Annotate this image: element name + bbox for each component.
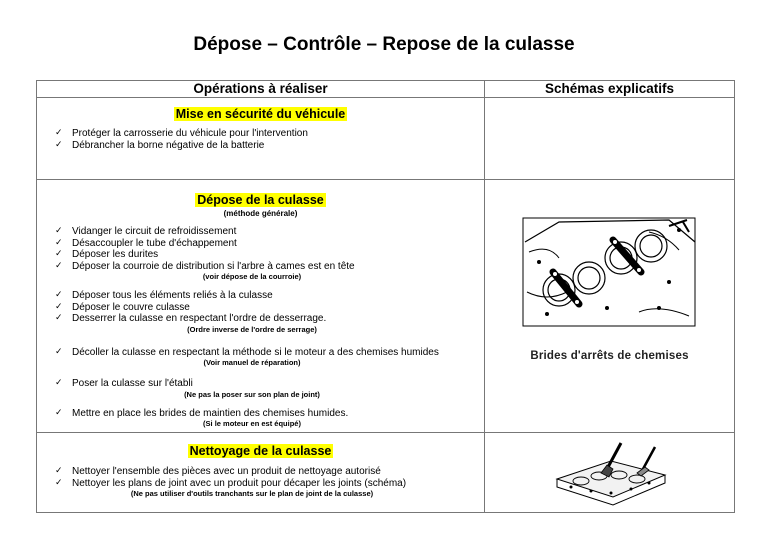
cylinder-head-cleaning-icon bbox=[551, 439, 671, 507]
list-item: ✓ Désaccoupler le tube d'échappement bbox=[55, 237, 237, 249]
check-icon: ✓ bbox=[55, 346, 63, 357]
check-icon: ✓ bbox=[55, 237, 63, 248]
page-title: Dépose – Contrôle – Repose de la culasse bbox=[193, 34, 575, 55]
check-icon: ✓ bbox=[55, 378, 63, 388]
col-header-diagrams: Schémas explicatifs bbox=[485, 81, 735, 98]
list-item: ✓ Déposer la courroie de distribution si l'arbre à cames est en tête bbox=[55, 260, 355, 272]
section-mise-en-securite bbox=[37, 98, 735, 180]
engine-block-liner-clamps-icon bbox=[519, 212, 699, 332]
check-icon: ✓ bbox=[55, 260, 63, 271]
section-heading-depose: Dépose de la culasse bbox=[197, 193, 324, 207]
list-item: ✓ Desserrer la culasse en respectant l'ordre de desserrage. bbox=[55, 313, 327, 324]
section-depose-cell bbox=[37, 180, 485, 433]
check-icon: ✓ bbox=[55, 249, 63, 259]
check-icon: ✓ bbox=[55, 139, 63, 150]
check-icon: ✓ bbox=[55, 226, 63, 236]
note-text: (Voir manuel de réparation) bbox=[203, 358, 301, 367]
check-icon: ✓ bbox=[55, 128, 63, 138]
check-icon: ✓ bbox=[55, 477, 63, 488]
check-icon: ✓ bbox=[55, 290, 63, 300]
table-header-row bbox=[37, 81, 735, 98]
list-item: ✓ Déposer le couvre culasse bbox=[55, 301, 190, 313]
note-text: (Ordre inverse de l'ordre de serrage) bbox=[187, 324, 317, 334]
section-mise-cell bbox=[37, 98, 485, 180]
section-nettoyage bbox=[37, 433, 735, 513]
list-item: ✓ Nettoyer les plans de joint avec un produit pour décaper les joints (schéma) bbox=[55, 477, 407, 489]
list-item: ✓ Vidanger le circuit de refroidissement bbox=[55, 226, 237, 237]
section-nettoyage-cell bbox=[37, 433, 485, 513]
list-item: ✓ Poser la culasse sur l'établi bbox=[55, 378, 193, 389]
section-depose bbox=[37, 180, 735, 433]
list-item: ✓ Nettoyer l'ensemble des pièces avec un produit de nettoyage autorisé bbox=[55, 466, 381, 477]
list-item: ✓ Décoller la culasse en respectant la méthode si le moteur a des chemises humides bbox=[55, 346, 439, 358]
section-mise-diagram-cell bbox=[485, 98, 735, 180]
check-icon: ✓ bbox=[55, 301, 63, 312]
section-depose-diagram-cell bbox=[485, 180, 735, 433]
check-icon: ✓ bbox=[55, 407, 63, 418]
list-item: ✓ Mettre en place les brides de maintien des chemises humides. bbox=[55, 407, 349, 419]
section-subheading: (méthode générale) bbox=[223, 209, 298, 218]
note-text: (Si le moteur en est équipé) bbox=[203, 419, 301, 428]
note-text: (Ne pas utiliser d'outils tranchants sur le plan de joint de la culasse) bbox=[130, 489, 374, 498]
list-item: ✓ Déposer tous les éléments reliés à la culasse bbox=[55, 290, 273, 301]
list-item: ✓ Débrancher la borne négative de la batterie bbox=[55, 139, 265, 151]
operations-table bbox=[36, 80, 735, 513]
col-header-operations: Opérations à réaliser bbox=[37, 81, 485, 98]
note-text: (voir dépose de la courroie) bbox=[202, 272, 302, 281]
list-item: ✓ Déposer les durites bbox=[55, 249, 159, 260]
section-heading-mise: Mise en sécurité du véhicule bbox=[175, 107, 346, 121]
check-icon: ✓ bbox=[55, 466, 63, 476]
image-caption: Brides d'arrêts de chemises bbox=[530, 350, 689, 362]
section-nettoyage-diagram-cell bbox=[485, 433, 735, 513]
section-heading-nettoyage: Nettoyage de la culasse bbox=[189, 444, 332, 458]
note-text: (Ne pas la poser sur son plan de joint) bbox=[184, 389, 320, 399]
check-icon: ✓ bbox=[55, 313, 63, 323]
list-item: ✓ Protéger la carrosserie du véhicule pour l'intervention bbox=[55, 128, 308, 139]
